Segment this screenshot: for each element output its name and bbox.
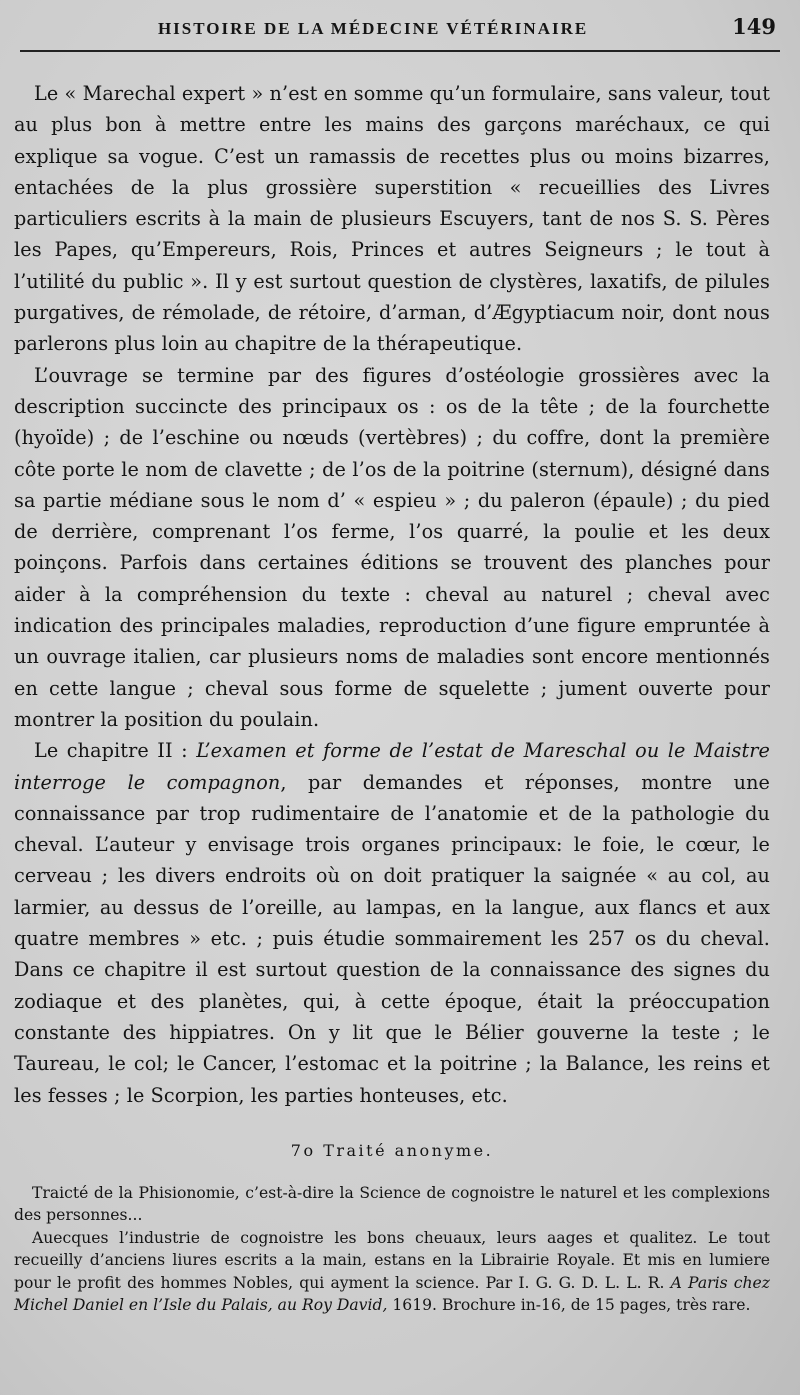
citation-title: Traicté de la Phisionomie, c’est-à-dire la Science de cognoistre le naturel et les complexions des personnes... (14, 1183, 770, 1225)
chapter-title-italic: L’examen et forme de l’estat de Mareschal ou le Maistre interroge le compagnon (14, 739, 770, 794)
paragraph-osteology: L’ouvrage se termine par des figures d’ostéologie grossières avec la description succincte des principaux os : os de la tête ; de la fourchette (hyoïde) ; de l’eschine ou nœuds (vertèbres) ; du coffre, dont la première côte porte le nom de clavette ; de l’os de la poitrine (sternum), désigné dans sa partie médiane sous le nom d’ « espieu » ; du paleron (épaule) ; du pied de derrière, comprenant l’os ferme, l’os quarré, la poulie et les deux poinçons. Parfois dans certaines éditions se trouvent des planches pour aider à la compréhension du texte : cheval au naturel ; cheval avec indication des principales maladies, reproduction d’une figure empruntée à un ouvrage italien, car plusieurs noms de maladies sont encore mentionnés en cette langue ; cheval sous forme de squelette ; jument ouverte pour montrer la position du poulain. (14, 363, 770, 731)
header-rule (20, 50, 780, 52)
page-number: 149 (732, 14, 776, 39)
chapter-lead: Le chapitre II : (34, 739, 197, 763)
paragraph-chapter-ii (14, 735, 770, 1111)
citation-imprint: A Paris chez Michel Daniel en l’Isle du Palais, au Roy David, (14, 1273, 770, 1315)
section-heading: 7o Traité anonyme. (290, 1140, 494, 1160)
citation-text: Auecques l’industrie de cognoistre les bons cheuaux, leurs aages et qualitez. Le tout recueilly d’anciens liures escrits a la main, estans en la Librairie Royale. Et mis en lumiere pour le profit des hommes Nobles, qui ayment la science. Par I. G. G. D. L. L. R. (14, 1228, 770, 1292)
citation-body (14, 1227, 770, 1317)
page-header (14, 14, 776, 50)
running-title: HISTOIRE DE LA MÉDECINE VÉTÉRINAIRE (157, 19, 589, 38)
chapter-text: , par demandes et réponses, montre une connaissance par trop rudimentaire de l’anatomie et de la pathologie du cheval. L’auteur y envisage trois organes principaux: le foie, le cœur, le cerveau ; les divers endroits où on doit pratiquer la saignée « au col, au larmier, au dessus de l’oreille, au lampas, en la langue, aux flancs et aux quatre membres » etc. ; puis étudie sommairement les 257 os du cheval. Dans ce chapitre il est surtout question de la connaissance des signes du zodiaque et des planètes, qui, à cette époque, était la préoccupation constante des hippiatres. On y lit que le Bélier gouverne la teste ; le Taureau, le col; le Cancer, l’estomac et la poitrine ; la Balance, les reins et les fesses ; le Scorpion, les parties honteuses, etc. (14, 770, 770, 1107)
citation-tail: 1619. Brochure in-16, de 15 pages, très rare. (387, 1296, 751, 1315)
page-body (14, 78, 770, 1317)
paragraph-marechal-expert: Le « Marechal expert » n’est en somme qu’un formulaire, sans valeur, tout au plus bon à mettre entre les mains des garçons maréchaux, ce qui explique sa vogue. C’est un ramassis de recettes plus ou moins bizarres, entachées de la plus grossière superstition « recueillies des Livres particuliers escrits à la main de plusieurs Escuyers, tant de nos S. S. Pères les Papes, qu’Empereurs, Rois, Princes et autres Seigneurs ; le tout à l’utilité du public ». Il y est surtout question de clystères, laxatifs, de pilules purgatives, de rémolade, de rétoire, d’arman, d’Ægyptiacum noir, dont nous parlerons plus loin au chapitre de la thérapeutique. (14, 82, 770, 356)
